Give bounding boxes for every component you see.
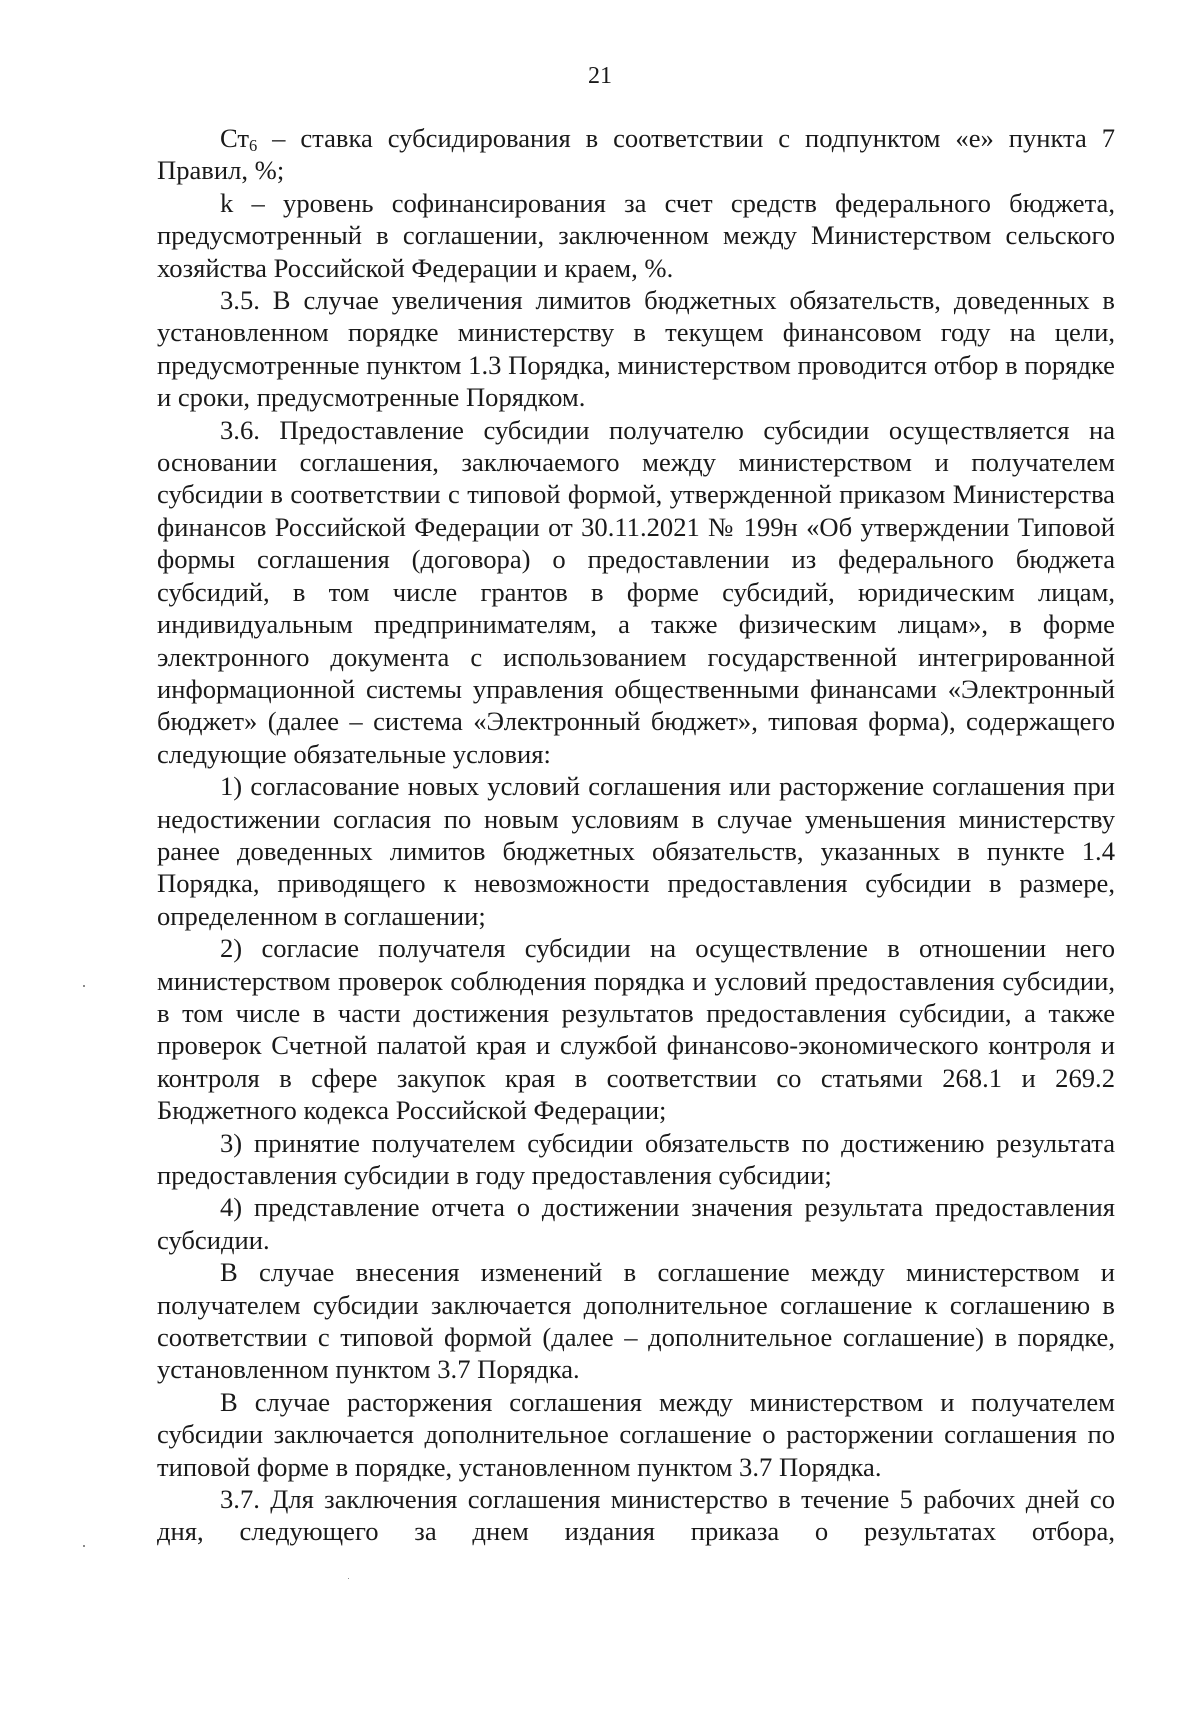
paragraph-termination: В случае расторжения соглашения между министерством и получателем субсидии заключается дополнительное соглашение о расторжении соглашения по типовой форме в порядке, установленном пунктом 3.7 Порядка. <box>157 1386 1115 1482</box>
scan-speck <box>348 1578 349 1579</box>
formula-symbol: Ст <box>220 123 250 153</box>
paragraph-amendment: В случае внесения изменений в соглашение между министерством и получателем субсидии заключается дополнительное соглашение к соглашению в соответствии с типовой формой (далее – дополнительное соглашение) в порядке, установленном пунктом 3.7 Порядка. <box>157 1257 1115 1385</box>
paragraph-condition-2: 2) согласие получателя субсидии на осуществление в отношении него министерством проверок соблюдения порядка и условий предоставления субсидии, в том числе в части достижения результатов предоставления субсидии, а также проверок Счетной палатой края и службой финансово-экономического контроля и контроля в сфере закупок края в соответствии со статьями 268.1 и 269.2 Бюджетного кодекса Российской Федерации; <box>157 933 1115 1126</box>
formula-subscript: 6 <box>249 136 258 156</box>
paragraph-formula-term <box>157 122 1115 187</box>
paragraph-cofinancing-level: k – уровень софинансирования за счет средств федерального бюджета, предусмотренный в соглашении, заключенном между Министерством сельского хозяйства Российской Федерации и краем, %. <box>157 187 1115 283</box>
paragraph-3-6: 3.6. Предоставление субсидии получателю субсидии осуществляется на основании соглашения, заключаемого между министерством и получателем субсидии в соответствии с типовой формой, утвержденной приказом Министерства финансов Российской Федерации от 30.11.2021 № 199н «Об утверждении Типовой формы соглашения (договора) о предоставлении из федерального бюджета субсидий, в том числе грантов в форме субсидий, юридическим лицам, индивидуальным предпринимателям, а также физическим лицам», в форме электронного документа с использованием государственной интегрированной информационной системы управления общественными финансами «Электронный бюджет» (далее – система «Электронный бюджет», типовая форма), содержащего следующие обязательные условия: <box>157 414 1115 769</box>
paragraph-condition-3: 3) принятие получателем субсидии обязательств по достижению результата предоставления субсидии в году предоставления субсидии; <box>157 1127 1115 1190</box>
document-body <box>157 122 1115 1548</box>
scan-speck <box>83 985 85 987</box>
paragraph-3-7: 3.7. Для заключения соглашения министерство в течение 5 рабочих дней со дня, следующего за днем издания приказа о результатах отбора, <box>157 1484 1115 1547</box>
formula-description: – ставка субсидирования в соответствии с подпунктом «е» пункта 7 Правил, %; <box>157 123 1115 186</box>
scan-speck <box>83 1545 85 1547</box>
paragraph-condition-1: 1) согласование новых условий соглашения или расторжение соглашения при недостижении согласия по новым условиям в случае уменьшения министерству ранее доведенных лимитов бюджетных обязательств, указанных в пункте 1.4 Порядка, приводящего к невозможности предоставления субсидии в размере, определенном в соглашении; <box>157 771 1115 931</box>
paragraph-condition-4: 4) представление отчета о достижении значения результата предоставления субсидии. <box>157 1192 1115 1255</box>
page-number: 21 <box>588 63 612 89</box>
paragraph-3-5: 3.5. В случае увеличения лимитов бюджетных обязательств, доведенных в установленном порядке министерству в текущем финансовом году на цели, предусмотренные пунктом 1.3 Порядка, министерством проводится отбор в порядке и сроки, предусмотренные Порядком. <box>157 285 1115 413</box>
